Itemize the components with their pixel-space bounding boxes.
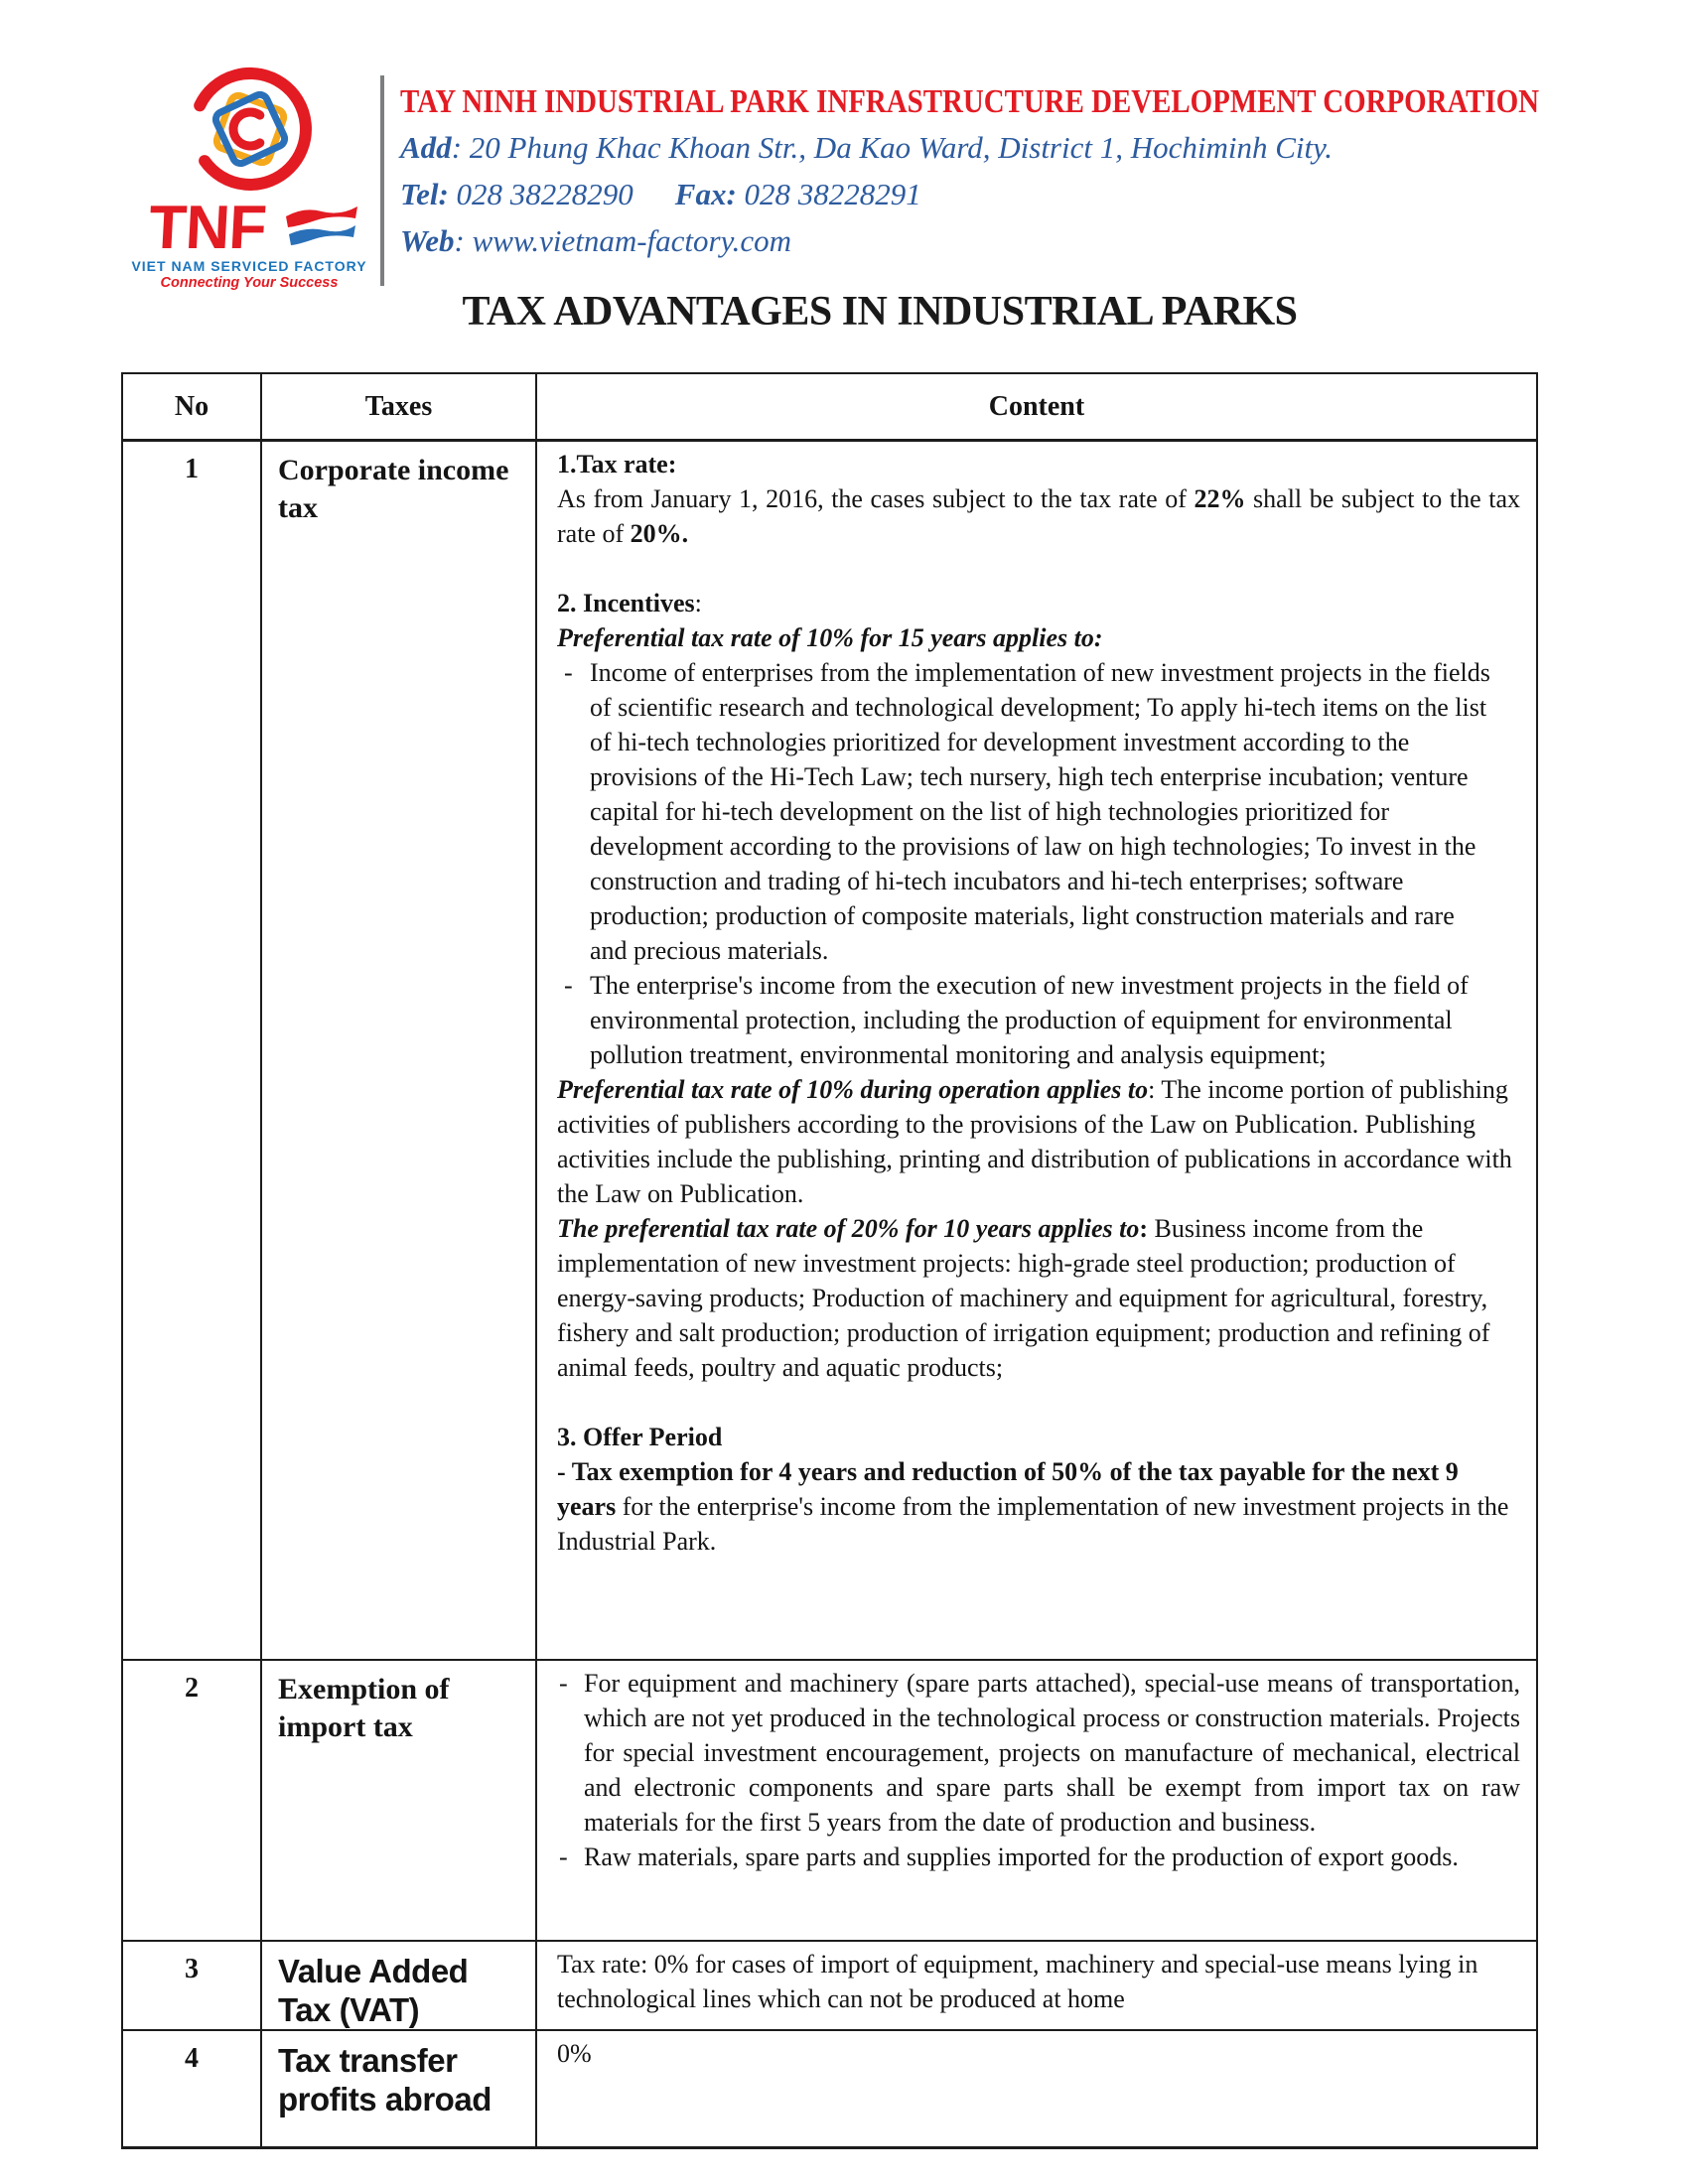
incentives-colon: : [694,589,702,617]
bullet-text: For equipment and machinery (spare parts attached), special-use means of transportation, which are not yet produced in the technological process or construction materials. Projects for special investment encouragement, projects on manufacture of mechanical, electrical and electronic components and spare parts shall be exempt from import tax on raw materials for the first 5 years from the date of production and business. [584,1668,1520,1837]
tnf-gear-logo-icon [185,60,316,203]
list-item [557,968,1496,1072]
tax-content-cell [536,441,1537,1660]
tax-rate-heading: 1.Tax rate: [557,450,677,478]
tax-rate-22: 22% [1194,484,1246,513]
logo-tagline-2: Connecting Your Success [160,275,339,291]
pref10-15-heading: Preferential tax rate of 10% for 15 years applies to: [557,623,1103,652]
bullet-dash: - [564,971,573,1000]
tel-value: 028 38228290 [448,177,633,211]
logo-flag-icon [286,206,357,250]
table-row-import-tax [122,1660,1537,1941]
bullet-text: The enterprise's income from the execution of new investment projects in the field of environmental protection, including the production of equipment for environmental pollution treatment, environmental monitoring and analysis equipment; [590,971,1469,1069]
address-line [400,130,1333,166]
profit-transfer-content: 0% [557,2038,592,2068]
tax-name-cell [261,1941,536,2030]
fax-value: 028 38228291 [736,177,921,211]
table-row-profit-transfer [122,2030,1537,2148]
row-number: 1 [122,441,261,1660]
pref20-bold: The preferential tax rate of 20% for 10 years applies to [557,1214,1140,1243]
bullet-dash: - [559,1842,568,1871]
pref20-text: Business income from the implementation of new investment projects: high-grade steel production; production of energy-saving products; Production of machinery and equipment for agricultural, forestry, fishery and salt production; production of irrigation equipment; production and refining of animal feeds, poultry and aquatic products; [557,1214,1490,1382]
bullet-text: Income of enterprises from the implementation of new investment projects in the fields of scientific research and technological development; To apply hi-tech items on the list of hi-tech technologies prioritized for development investment according to the provisions of the Hi-Tech Law; tech nursery, high tech enterprise incubation; venture capital for hi-tech development on the list of high technologies prioritized for development according to the provisions of law on high technologies; To invest in the construction and trading of hi-tech incubators and hi-tech enterprises; software production; production of composite materials, light construction materials and rare and precious materials. [590,658,1490,965]
vat-content: Tax rate: 0% for cases of import of equipment, machinery and special-use means lying in technological lines which can not be produced at home [557,1949,1478,2013]
company-name: TAY NINH INDUSTRIAL PARK INFRASTRUCTURE DEVELOPMENT CORPORATION [400,83,1540,120]
tax-rate-paragraph [557,481,1520,551]
tax-content-cell [536,1941,1537,2030]
tax-rate-text: As from January 1, 2016, the cases subject to the tax rate of [557,484,1195,513]
tel-label: Tel: [400,177,449,211]
incentives-bold: 2. Incentives [557,589,695,617]
column-header-taxes: Taxes [261,373,536,441]
column-header-no: No [122,373,261,441]
logo-tagline-1: VIET NAM SERVICED FACTORY [131,258,367,274]
tax-rate-20: 20%. [630,519,689,548]
bullet-dash: - [559,1668,568,1698]
tax-name: Value Added Tax (VAT) [278,1952,469,2028]
tax-rate-text2: shall be subject to the tax rate of [557,484,1520,548]
table-header-row [122,373,1537,441]
web-line [400,223,791,259]
letterhead-divider [380,75,384,286]
address-value: : 20 Phung Khac Khoan Str., Da Kao Ward, District 1, Hochiminh City. [451,130,1333,165]
tax-advantages-table [121,372,1538,2149]
fax-label: Fax: [674,177,737,211]
list-item [557,1840,1520,1874]
table-row-vat [122,1941,1537,2030]
bullet-dash: - [564,658,573,687]
pref20-colon: : [1139,1214,1149,1243]
tax-name: Tax transfer profits abroad [278,2041,492,2117]
pref20-paragraph [557,1211,1520,1385]
tax-content-cell [536,1660,1537,1941]
incentives-heading [557,586,1520,620]
tax-content-cell [536,2030,1537,2148]
tel-fax-line [400,177,921,212]
offer-text: for the enterprise's income from the implementation of new investment projects in the Industrial Park. [557,1492,1509,1556]
offer-period-paragraph [557,1454,1520,1559]
offer-period-heading: 3. Offer Period [557,1423,723,1451]
pref10-op-bold: Preferential tax rate of 10% during operation applies to [557,1075,1149,1104]
table-row-corporate-income-tax [122,441,1537,1660]
offer-bold: - Tax exemption for 4 years and reduction of 50% of the tax payable for the next 9 years [557,1457,1459,1521]
list-item [557,1666,1520,1840]
column-header-content: Content [536,373,1537,441]
web-label: Web [400,223,455,258]
tax-name-cell [261,2030,536,2148]
pref10-op-text: : The income portion of publishing activities of publishers according to the provisions of the Law on Publication. Publishing activities include the publishing, printing and distribution of publications in accordance with the Law on Publication. [557,1075,1512,1208]
row-number: 2 [122,1660,261,1941]
logo-acronym: TNF [147,194,268,262]
row-number: 3 [122,1941,261,2030]
list-item [557,655,1496,968]
tax-name-cell [261,441,536,1660]
page-title: TAX ADVANTAGES IN INDUSTRIAL PARKS [462,289,1298,335]
web-value: : www.vietnam-factory.com [454,223,792,258]
bullet-text: Raw materials, spare parts and supplies imported for the production of export goods. [584,1842,1459,1871]
tax-name-cell [261,1660,536,1941]
pref10-operation-paragraph [557,1072,1520,1211]
address-label: Add [400,130,452,165]
tax-name: Corporate income tax [278,454,509,524]
tax-name: Exemption of import tax [278,1672,450,1743]
row-number: 4 [122,2030,261,2148]
